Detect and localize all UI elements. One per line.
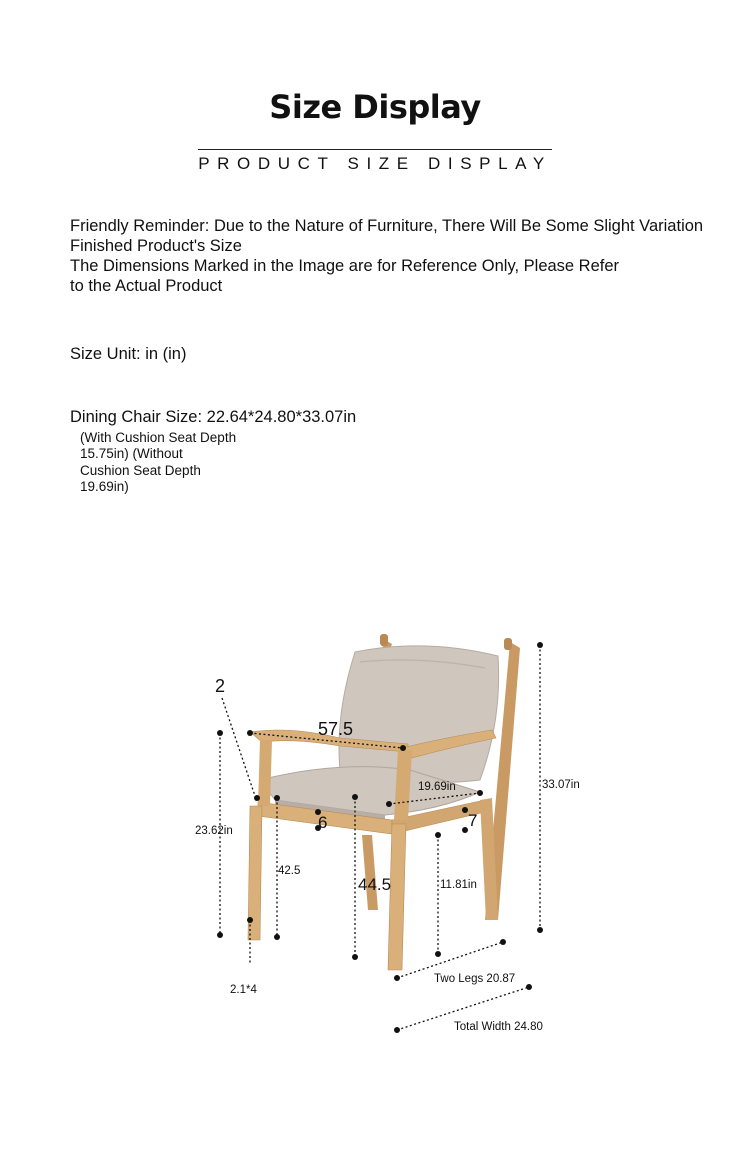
label-leg-section: 2.1*4: [230, 984, 257, 996]
chair-size-note-line: 19.69in): [80, 479, 129, 495]
label-total-width: Total Width 24.80: [454, 1021, 543, 1033]
rear-leg-left: [362, 835, 378, 910]
page-subtitle: PRODUCT SIZE DISPLAY: [198, 154, 552, 173]
reminder-block: [70, 216, 703, 296]
label-rail-left: 6: [318, 813, 328, 832]
dim-line-armrest-width: [222, 698, 255, 796]
page-title: Size Display: [269, 88, 481, 126]
chair-dimension-diagram: [180, 620, 580, 1040]
reminder-line: to the Actual Product: [70, 277, 223, 295]
post-cap-left: [380, 634, 388, 646]
label-leg-height: 11.81in: [440, 879, 477, 891]
chair-size: Dining Chair Size: 22.64*24.80*33.07in: [70, 408, 357, 426]
size-unit: Size Unit: in (in): [70, 345, 187, 363]
reminder-line: Finished Product's Size: [70, 237, 242, 255]
chair-size-note: [80, 430, 270, 496]
label-arm-height: 23.62in: [195, 825, 233, 837]
label-seat-span: 57.5: [318, 719, 354, 739]
label-two-legs: Two Legs 20.87: [434, 973, 516, 985]
chair-size-note-line: (With Cushion Seat Depth: [80, 430, 237, 445]
label-armrest-width: 2: [215, 676, 226, 696]
label-total-height: 33.07in: [542, 779, 580, 791]
label-seat-height-mid: 44.5: [358, 875, 392, 894]
chair-size-note-line: Cushion Seat Depth: [80, 462, 201, 478]
label-rail-right: 7: [468, 811, 478, 830]
label-seat-height-front: 42.5: [278, 865, 301, 877]
reminder-line: The Dimensions Marked in the Image are for Reference Only, Please Refer: [70, 257, 620, 275]
reminder-line: Friendly Reminder: Due to the Nature of Furniture, There Will Be Some Slight Variation: [70, 217, 704, 235]
post-cap-right: [504, 638, 512, 650]
chair-illustration: [248, 634, 520, 970]
chair-size-note-line: 15.75in) (Without: [80, 446, 183, 462]
label-seat-depth: 19.69in: [418, 781, 456, 793]
arm-support-left: [258, 740, 272, 806]
title-divider: [198, 149, 552, 150]
front-leg-right: [388, 824, 406, 970]
